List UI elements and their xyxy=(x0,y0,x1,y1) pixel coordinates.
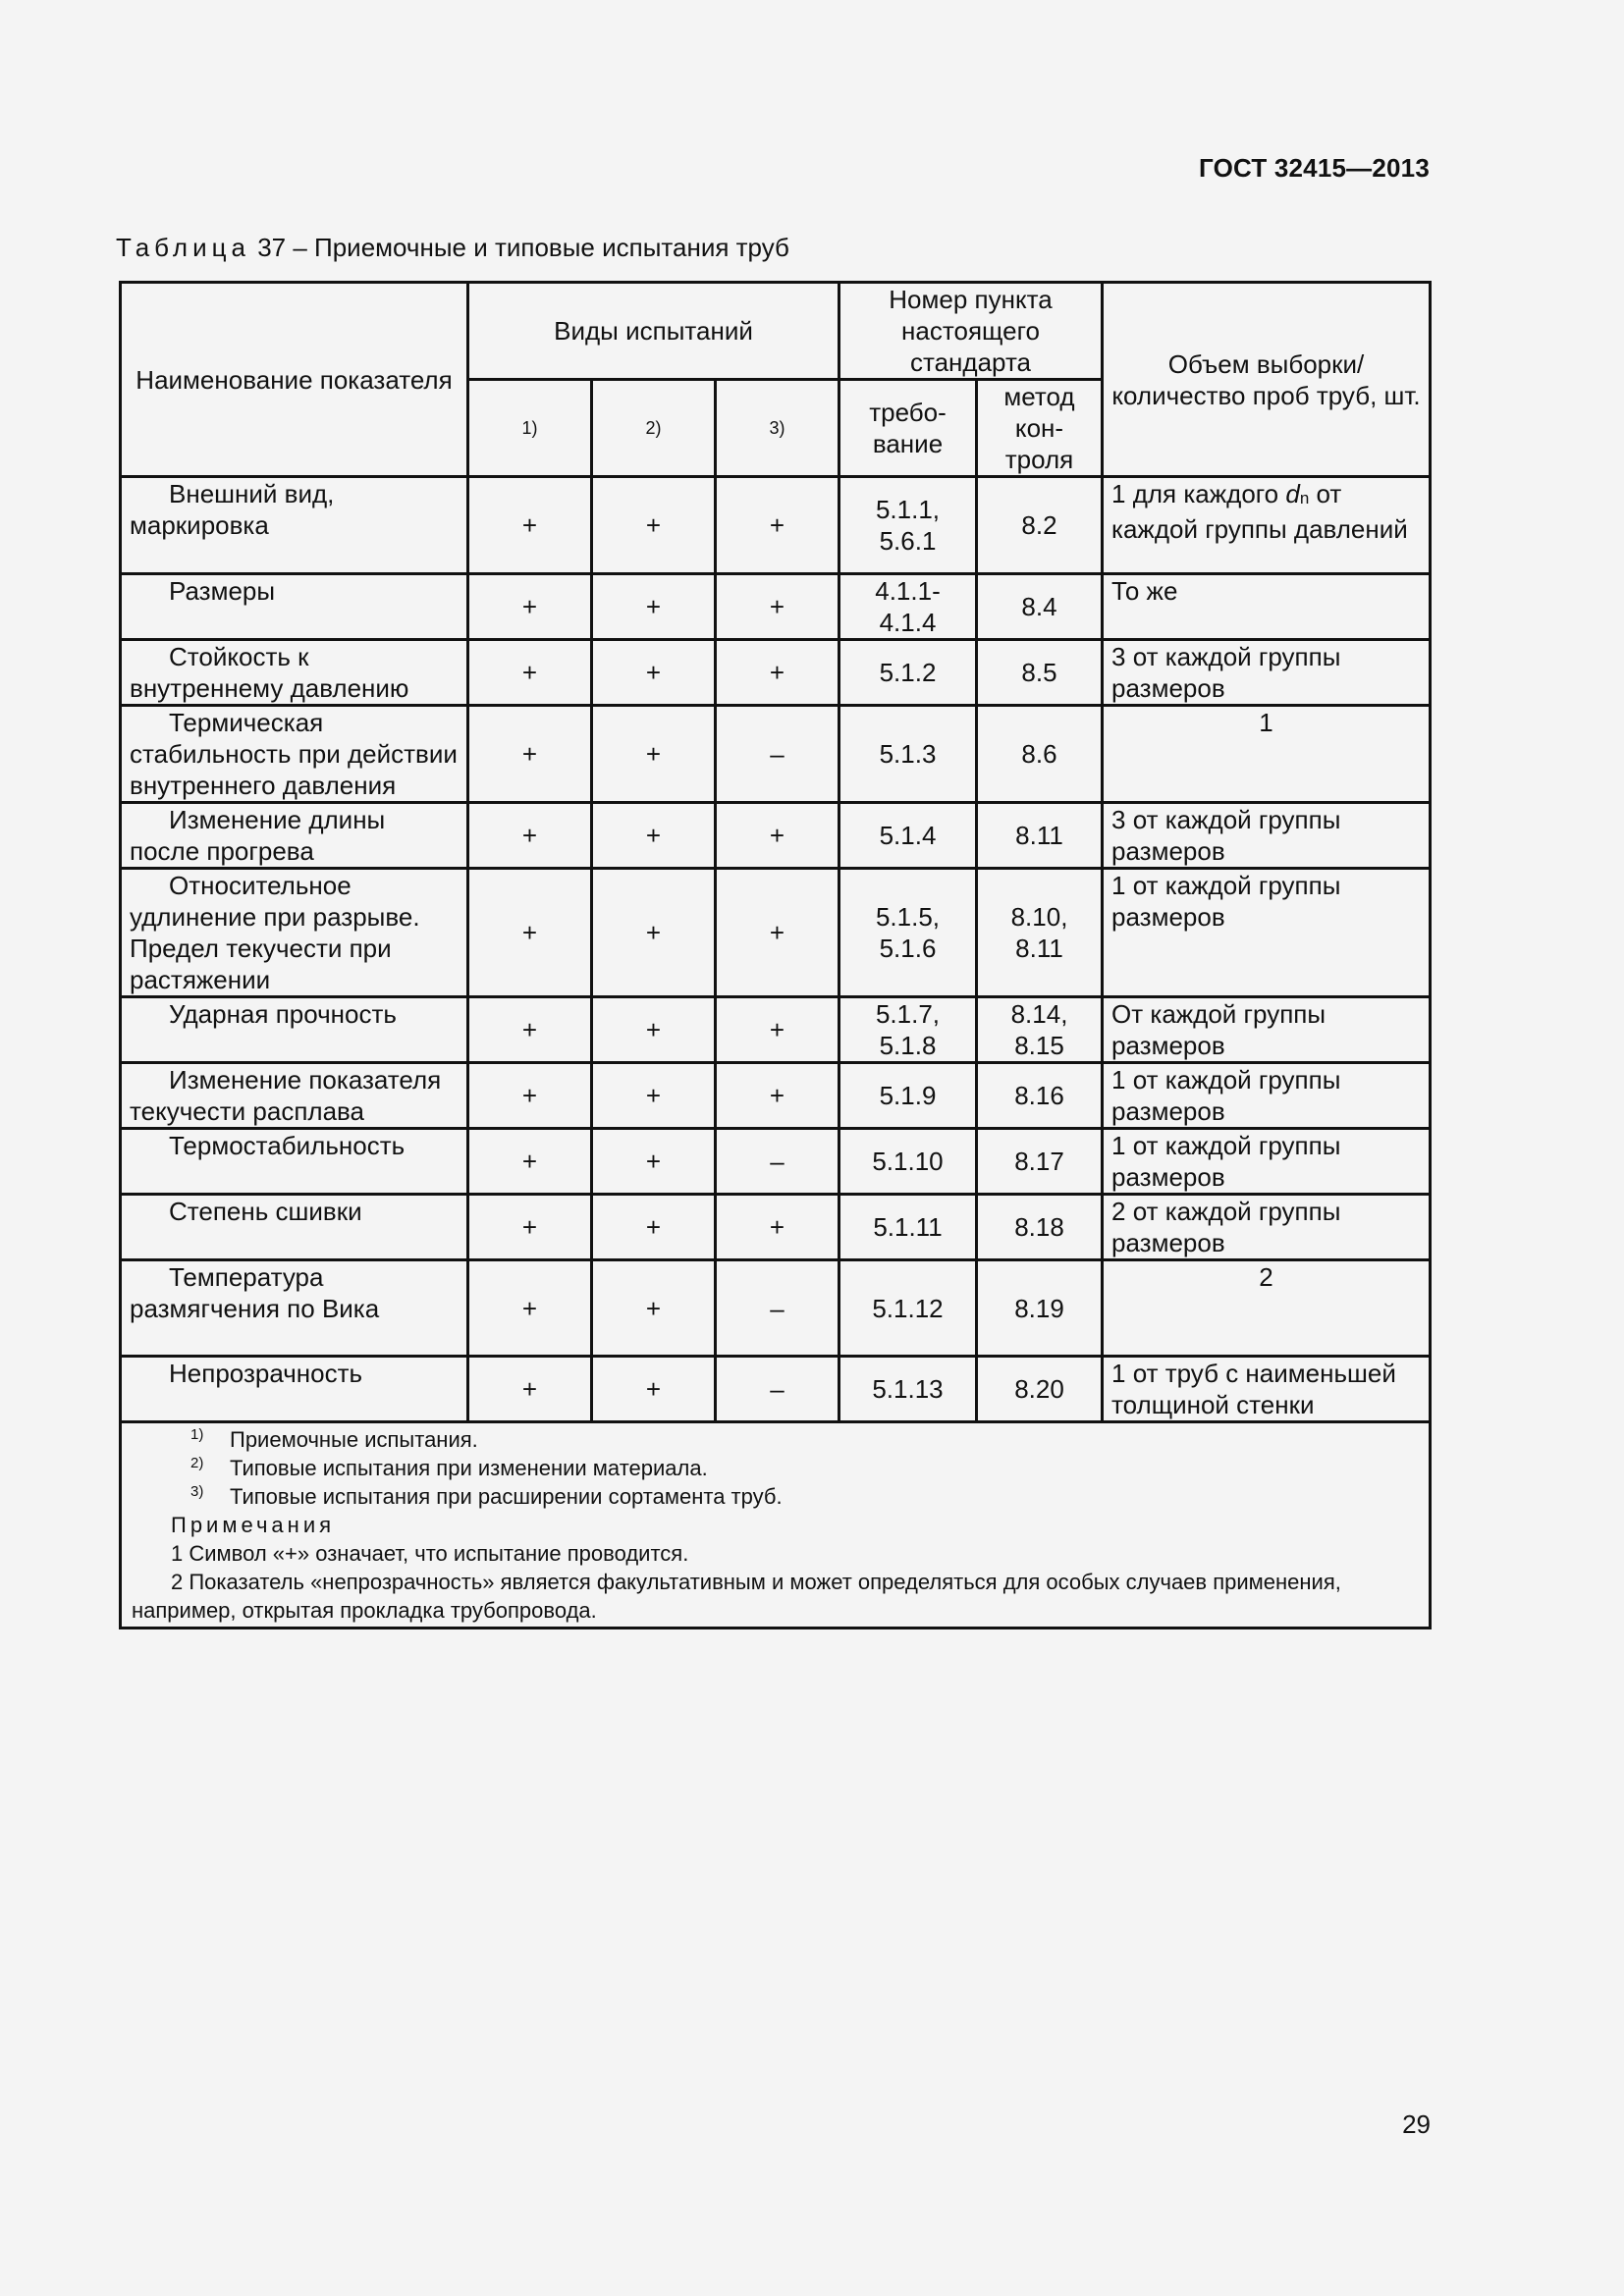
footnote: 3) Типовые испытания при расширении сортамента труб. xyxy=(190,1483,783,1509)
table-notes-row xyxy=(121,1422,1431,1629)
footnote: 1) Приемочные испытания. xyxy=(190,1426,478,1452)
cell-test-3: – xyxy=(716,1357,839,1422)
cell-sample: То же xyxy=(1103,574,1431,640)
table-row xyxy=(121,706,1431,803)
cell-test-1: + xyxy=(468,706,592,803)
cell-requirement: 5.1.2 xyxy=(839,640,977,706)
cell-test-1: + xyxy=(468,1357,592,1422)
table-row xyxy=(121,1063,1431,1129)
cell-test-3: + xyxy=(716,997,839,1063)
cell-test-2: + xyxy=(592,640,716,706)
table-row xyxy=(121,1357,1431,1422)
table-row xyxy=(121,997,1431,1063)
cell-requirement: 5.1.5, 5.1.6 xyxy=(839,869,977,997)
cell-test-2: + xyxy=(592,803,716,869)
table-caption-title: – Приемочные и типовые испытания труб xyxy=(293,233,789,262)
cell-test-3: + xyxy=(716,477,839,574)
cell-requirement: 5.1.12 xyxy=(839,1260,977,1357)
cell-method: 8.19 xyxy=(977,1260,1103,1357)
row-name: Изменение показателя текучести расплава xyxy=(130,1065,442,1126)
cell-requirement: 5.1.13 xyxy=(839,1357,977,1422)
table-caption-number: 37 xyxy=(257,233,287,262)
table-caption xyxy=(116,233,789,263)
cell-test-3: – xyxy=(716,1260,839,1357)
cell-requirement: 5.1.9 xyxy=(839,1063,977,1129)
row-name: Температура размягчения по Вика xyxy=(130,1262,380,1323)
cell-test-2: + xyxy=(592,869,716,997)
cell-test-3: + xyxy=(716,869,839,997)
table-row xyxy=(121,869,1431,997)
row-name: Термостабильность xyxy=(169,1131,406,1160)
cell-test-1: + xyxy=(468,477,592,574)
cell-method: 8.10, 8.11 xyxy=(977,869,1103,997)
row-name: Степень сшивки xyxy=(169,1197,362,1226)
cell-test-1: + xyxy=(468,1260,592,1357)
note-item: 1 Символ «+» означает, что испытание проводится. xyxy=(171,1541,689,1566)
tests-table xyxy=(119,281,1432,1629)
cell-requirement: 5.1.1, 5.6.1 xyxy=(839,477,977,574)
notes-title: Примечания xyxy=(171,1513,336,1537)
cell-requirement: 5.1.4 xyxy=(839,803,977,869)
row-name: Ударная прочность xyxy=(169,999,397,1029)
row-name: Стойкость к внутреннему давлению xyxy=(130,642,409,703)
cell-sample: 1 от каждой группы размеров xyxy=(1103,869,1431,997)
cell-requirement: 5.1.3 xyxy=(839,706,977,803)
cell-test-2: + xyxy=(592,477,716,574)
col-header-test-2: 2) xyxy=(592,380,716,477)
cell-method: 8.2 xyxy=(977,477,1103,574)
footnote: 2) Типовые испытания при изменении материала. xyxy=(190,1455,708,1480)
cell-test-3: + xyxy=(716,640,839,706)
cell-method: 8.20 xyxy=(977,1357,1103,1422)
table-notes xyxy=(121,1422,1431,1629)
row-name: Непрозрачность xyxy=(169,1359,363,1388)
table-row xyxy=(121,1129,1431,1195)
cell-test-1: + xyxy=(468,1129,592,1195)
cell-test-3: + xyxy=(716,1063,839,1129)
col-header-requirement: требо-вание xyxy=(839,380,977,477)
row-name: Относительное удлинение при разрыве. Предел текучести при растяжении xyxy=(130,871,420,994)
cell-test-1: + xyxy=(468,1195,592,1260)
cell-method: 8.16 xyxy=(977,1063,1103,1129)
cell-requirement: 4.1.1-4.1.4 xyxy=(839,574,977,640)
cell-method: 8.17 xyxy=(977,1129,1103,1195)
col-header-sample: Объем выборки/ количество проб труб, шт. xyxy=(1103,283,1431,477)
cell-test-2: + xyxy=(592,1357,716,1422)
cell-sample: 3 от каждой группы размеров xyxy=(1103,803,1431,869)
col-header-test-types: Виды испытаний xyxy=(468,283,839,380)
cell-test-1: + xyxy=(468,640,592,706)
cell-method: 8.18 xyxy=(977,1195,1103,1260)
cell-sample: 2 xyxy=(1103,1260,1431,1357)
table-row xyxy=(121,574,1431,640)
cell-sample: 1 от труб с наименьшей толщиной стенки xyxy=(1103,1357,1431,1422)
cell-test-2: + xyxy=(592,997,716,1063)
table-row xyxy=(121,1260,1431,1357)
table-row xyxy=(121,477,1431,574)
table-row xyxy=(121,1195,1431,1260)
cell-test-1: + xyxy=(468,997,592,1063)
cell-test-1: + xyxy=(468,869,592,997)
document-standard-number: ГОСТ 32415—2013 xyxy=(1199,153,1430,183)
note-item: 2 Показатель «непрозрачность» является факультативным и может определяться для особых случаев применения, например, открытая прокладка трубопровода. xyxy=(132,1570,1341,1623)
cell-sample: 2 от каждой группы размеров xyxy=(1103,1195,1431,1260)
col-header-name: Наименование показателя xyxy=(121,283,468,477)
table-row xyxy=(121,640,1431,706)
cell-sample: 1 xyxy=(1103,706,1431,803)
cell-test-2: + xyxy=(592,1260,716,1357)
cell-requirement: 5.1.11 xyxy=(839,1195,977,1260)
page-number: 29 xyxy=(1402,2109,1431,2139)
cell-test-2: + xyxy=(592,574,716,640)
cell-test-3: + xyxy=(716,803,839,869)
cell-test-3: – xyxy=(716,1129,839,1195)
row-name: Термическая стабильность при действии внутреннего давления xyxy=(130,708,458,800)
table-caption-label: Таблица xyxy=(116,233,250,262)
cell-sample: 1 от каждой группы размеров xyxy=(1103,1129,1431,1195)
cell-test-1: + xyxy=(468,803,592,869)
col-header-test-1: 1) xyxy=(468,380,592,477)
row-name: Внешний вид, маркировка xyxy=(130,479,335,540)
cell-test-3: + xyxy=(716,574,839,640)
table-row xyxy=(121,803,1431,869)
row-name: Размеры xyxy=(169,576,276,606)
cell-method: 8.14, 8.15 xyxy=(977,997,1103,1063)
cell-requirement: 5.1.7, 5.1.8 xyxy=(839,997,977,1063)
cell-sample: 3 от каждой группы размеров xyxy=(1103,640,1431,706)
cell-test-3: + xyxy=(716,1195,839,1260)
col-header-test-3: 3) xyxy=(716,380,839,477)
cell-test-2: + xyxy=(592,1063,716,1129)
cell-test-3: – xyxy=(716,706,839,803)
cell-test-2: + xyxy=(592,1195,716,1260)
cell-test-1: + xyxy=(468,1063,592,1129)
cell-method: 8.4 xyxy=(977,574,1103,640)
col-header-method: метод кон-троля xyxy=(977,380,1103,477)
cell-sample: 1 для каждого $d_n$ от каждой группы давлений xyxy=(1103,477,1431,574)
cell-requirement: 5.1.10 xyxy=(839,1129,977,1195)
cell-test-1: + xyxy=(468,574,592,640)
cell-sample: 1 от каждой группы размеров xyxy=(1103,1063,1431,1129)
cell-test-2: + xyxy=(592,1129,716,1195)
cell-method: 8.6 xyxy=(977,706,1103,803)
cell-test-2: + xyxy=(592,706,716,803)
cell-sample: От каждой группы размеров xyxy=(1103,997,1431,1063)
row-name: Изменение длины после прогрева xyxy=(130,805,386,866)
cell-method: 8.5 xyxy=(977,640,1103,706)
cell-method: 8.11 xyxy=(977,803,1103,869)
col-header-clause: Номер пункта настоящего стандарта xyxy=(839,283,1103,380)
